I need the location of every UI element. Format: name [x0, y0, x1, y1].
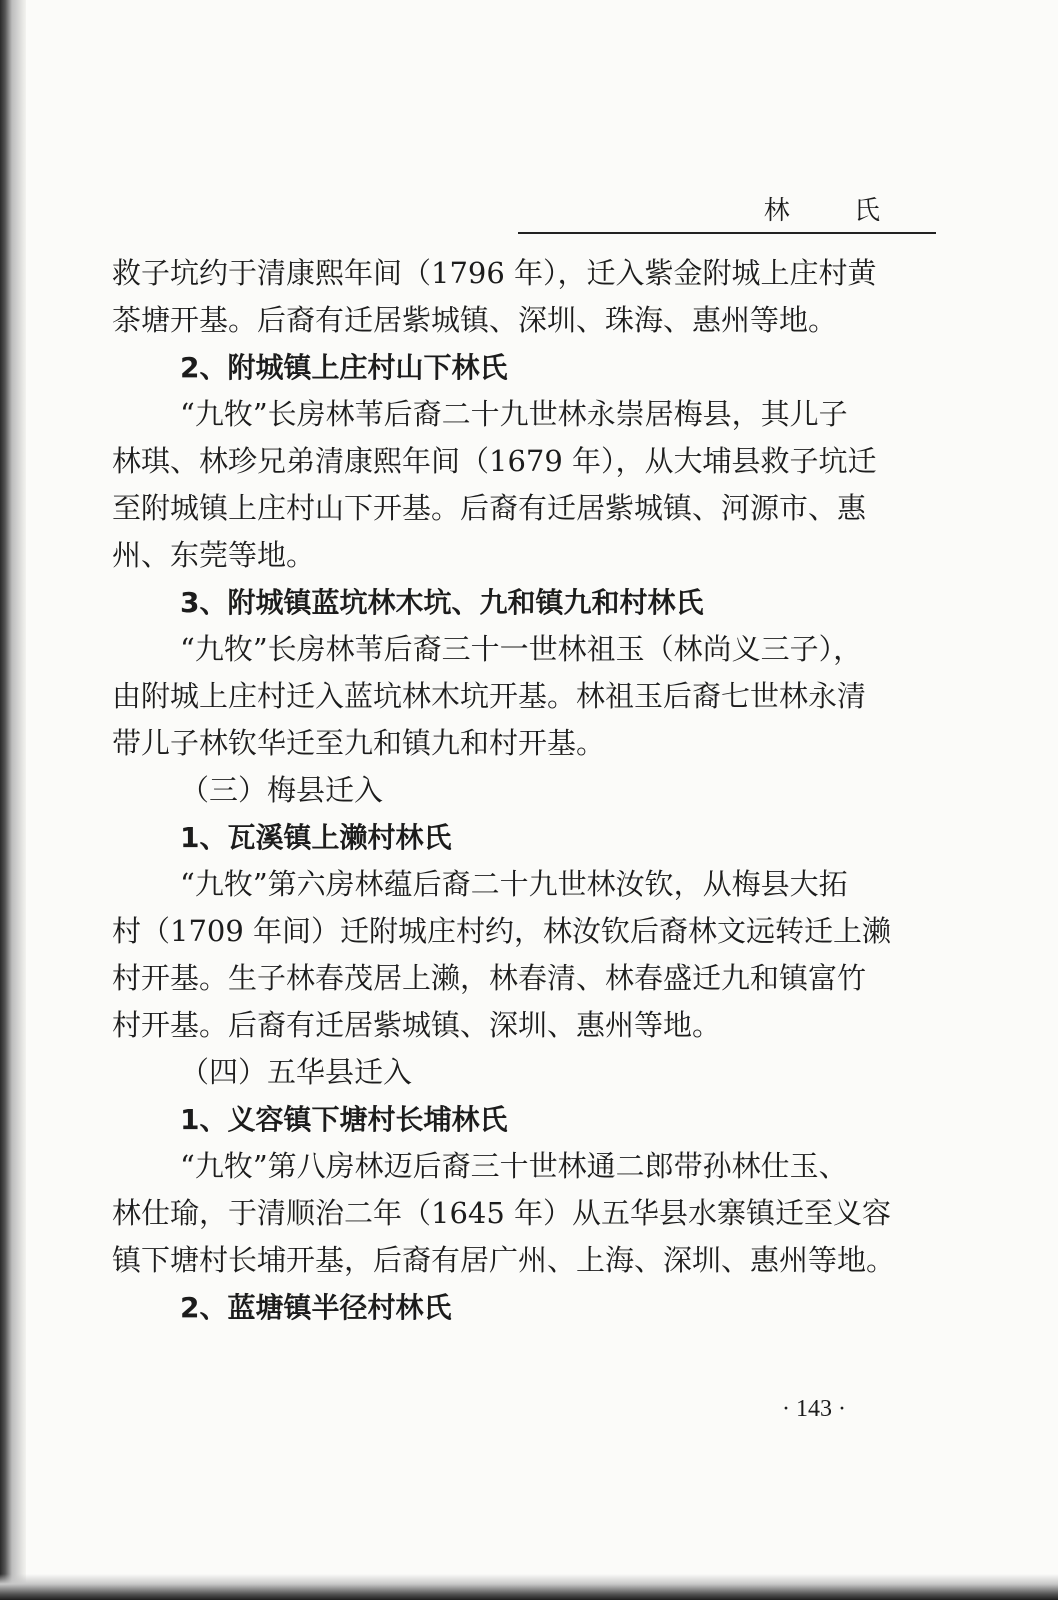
- subheading: 1、义容镇下塘村长埔林氏: [180, 1103, 508, 1136]
- text-line: 救子坑约于清康熙年间（1796 年），迁入紫金附城上庄村黄: [112, 256, 877, 290]
- running-head: 林 氏: [763, 196, 908, 226]
- header-rule: [518, 232, 936, 234]
- text-line: 至附城镇上庄村山下开基。后裔有迁居紫城镇、河源市、惠: [112, 491, 867, 525]
- text-line: “九牧”长房林苇后裔二十九世林永崇居梅县，其儿子: [180, 397, 848, 431]
- text-line: “九牧”第八房林迈后裔三十世林通二郎带孙林仕玉、: [180, 1149, 848, 1183]
- text-line: 由附城上庄村迁入蓝坑林木坑开基。林祖玉后裔七世林永清: [112, 679, 867, 713]
- text-line: 茶塘开基。后裔有迁居紫城镇、深圳、珠海、惠州等地。: [112, 303, 838, 337]
- text-line: 林仕瑜，于清顺治二年（1645 年）从五华县水寨镇迁至义容: [112, 1196, 892, 1230]
- text-line: 州、东莞等地。: [112, 538, 316, 572]
- text-line: “九牧”长房林苇后裔三十一世林祖玉（林尚义三子），: [180, 632, 863, 666]
- text-line: 村（1709 年间）迁附城庄村约，林汝钦后裔林文远转迁上濑: [112, 914, 892, 948]
- section-heading: （三）梅县迁入: [180, 773, 384, 807]
- scan-bottom-shadow: [0, 1574, 1058, 1600]
- subheading: 1、瓦溪镇上濑村林氏: [180, 821, 452, 854]
- text-line: 林琪、林珍兄弟清康熙年间（1679 年），从大埔县救子坑迁: [112, 444, 877, 478]
- subheading: 2、附城镇上庄村山下林氏: [180, 351, 508, 384]
- subheading: 2、蓝塘镇半径村林氏: [180, 1291, 452, 1324]
- text-line: “九牧”第六房林蕴后裔二十九世林汝钦，从梅县大拓: [180, 867, 848, 901]
- text-line: 村开基。后裔有迁居紫城镇、深圳、惠州等地。: [112, 1008, 722, 1042]
- text-line: 镇下塘村长埔开基，后裔有居广州、上海、深圳、惠州等地。: [112, 1243, 896, 1277]
- page-body: [112, 250, 940, 1331]
- scan-binding-shadow: [0, 0, 26, 1600]
- text-line: 带儿子林钦华迁至九和镇九和村开基。: [112, 726, 606, 760]
- page-number: · 143 ·: [782, 1396, 846, 1422]
- text-line: 村开基。生子林春茂居上濑，林春清、林春盛迁九和镇富竹: [112, 961, 867, 995]
- subheading: 3、附城镇蓝坑林木坑、九和镇九和村林氏: [180, 586, 704, 619]
- section-heading: （四）五华县迁入: [180, 1055, 413, 1089]
